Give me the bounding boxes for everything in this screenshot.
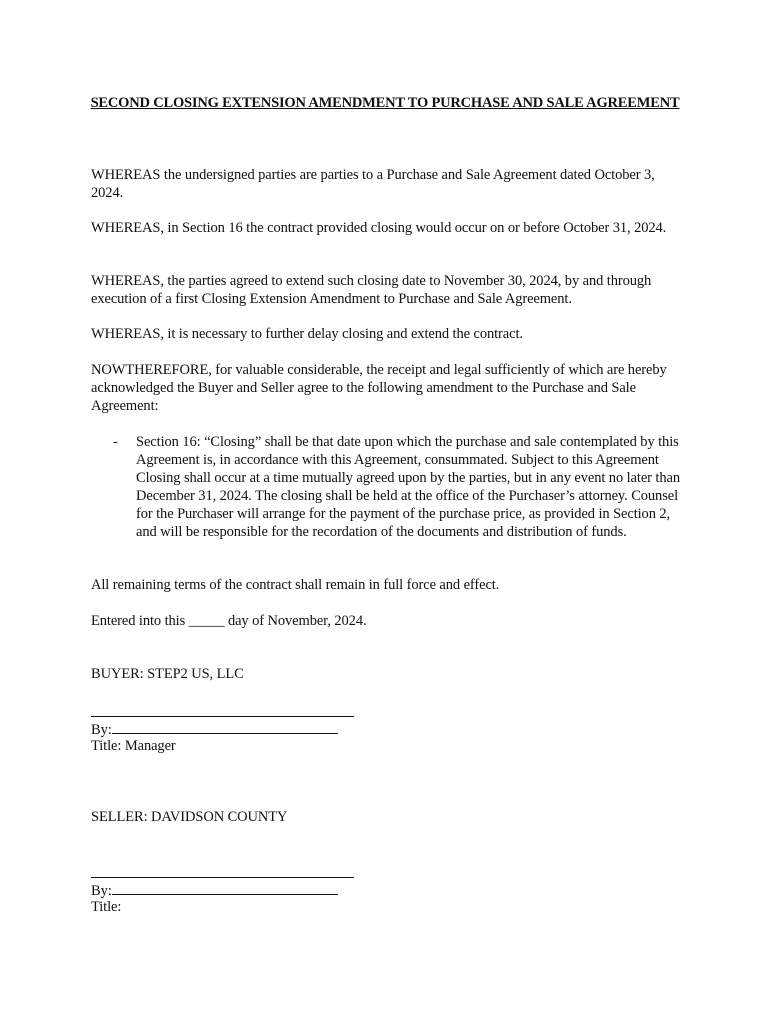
remaining-terms-paragraph: All remaining terms of the contract shall remain in full force and effect. [91, 577, 500, 593]
whereas-paragraph-1: WHEREAS the undersigned parties are parties to a Purchase and Sale Agreement dated October 3, 2024. [91, 167, 655, 201]
buyer-by-name-line[interactable] [112, 719, 338, 734]
whereas-paragraph-2: WHEREAS, in Section 16 the contract provided closing would occur on or before October 31, 2024. [91, 220, 667, 236]
whereas-paragraph-4: WHEREAS, it is necessary to further delay closing and extend the contract. [91, 326, 523, 342]
seller-by-name-line[interactable] [112, 880, 338, 895]
buyer-signature-line[interactable] [91, 716, 354, 717]
buyer-by-label: By: [91, 722, 112, 738]
buyer-by-line [91, 719, 338, 739]
seller-heading: SELLER: DAVIDSON COUNTY [91, 809, 288, 825]
buyer-title: Title: Manager [91, 738, 176, 754]
seller-by-label: By: [91, 883, 112, 899]
entered-into-paragraph: Entered into this _____ day of November, 2024. [91, 613, 367, 629]
nowtherefore-paragraph: NOWTHEREFORE, for valuable considerable, the receipt and legal sufficiently of which are hereby acknowledged the Buyer and Seller agree to the following amendment to the Purchase and Sale Agreement: [91, 362, 667, 414]
seller-by-line [91, 880, 338, 900]
whereas-paragraph-3: WHEREAS, the parties agreed to extend such closing date to November 30, 2024, by and through execution of a first Closing Extension Amendment to Purchase and Sale Agreement. [91, 273, 652, 307]
seller-signature-line[interactable] [91, 877, 354, 878]
bullet-marker: - [113, 434, 118, 450]
seller-title: Title: [91, 899, 122, 915]
section-16-amendment-text: Section 16: “Closing” shall be that date upon which the purchase and sale contemplated by this Agreement is, in accordance with this Agreement, consummated. Subject to this Agreement Closing shall occur at a time mutually agreed upon by the parties, but in any event no later than December 31, 2024. The closing shall be held at the office of the Purchaser’s attorney. Counsel for the Purchaser will arrange for the payment of the purchase price, as provided in Section 2, and will be responsible for the recordation of the documents and distribution of funds. [136, 434, 680, 540]
buyer-heading: BUYER: STEP2 US, LLC [91, 666, 244, 682]
document-title: SECOND CLOSING EXTENSION AMENDMENT TO PURCHASE AND SALE AGREEMENT [90, 95, 680, 111]
